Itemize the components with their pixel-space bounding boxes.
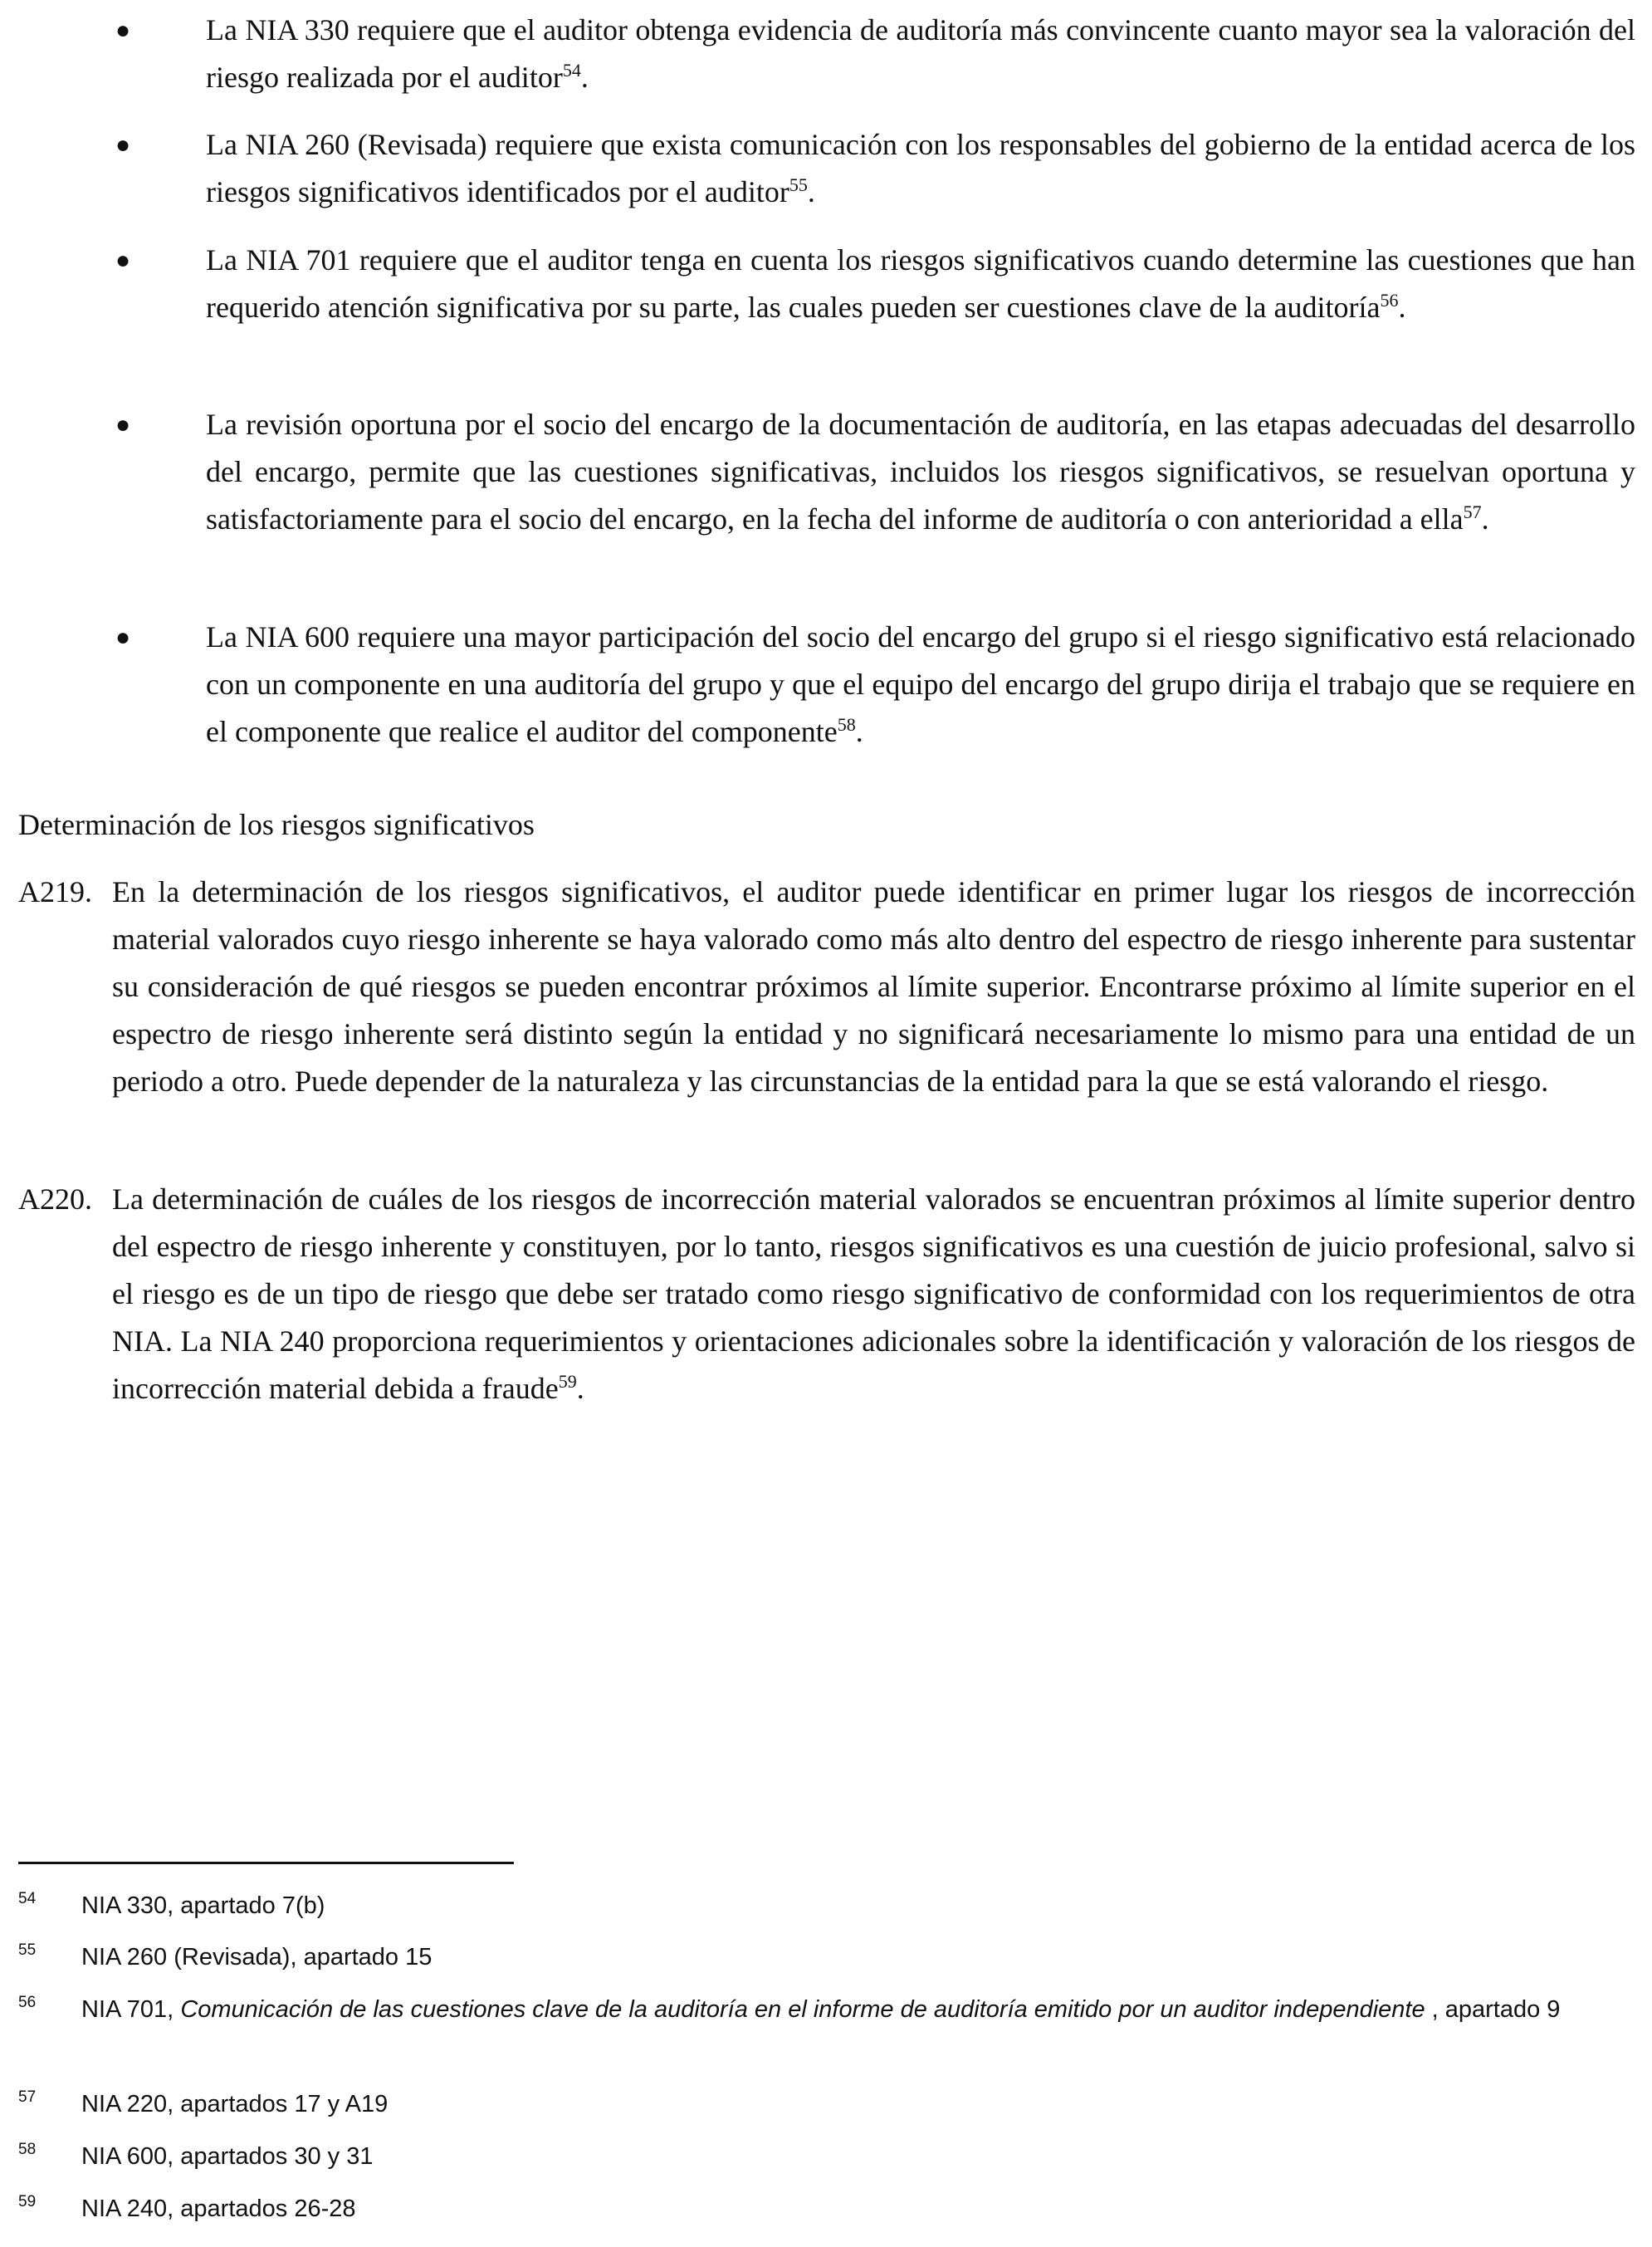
footnote-number: 59 <box>18 2193 37 2210</box>
footnote-ref: 55 <box>789 174 808 195</box>
paragraph-number: A219. <box>18 875 92 908</box>
paragraph-text: En la determinación de los riesgos significativos, el auditor puede identificar en primer lugar los riesgos de incorrección material valorados cuyo riesgo inherente se haya valorado como más alto dentro del espectro de riesgo inherente para sustentar su consideración de qué riesgos se pueden encontrar próximos al límite superior. Encontrarse próximo al límite superior en el espectro de riesgo inherente será distinto según la entidad y no significará necesariamente lo mismo para una entidad de un periodo a otro. Puede depender de la naturaleza y las circunstancias de la entidad para la que se está valorando el riesgo. <box>112 875 1635 1098</box>
footnote-number: 54 <box>18 1890 37 1907</box>
footnote-ref: 57 <box>1463 502 1482 522</box>
bullet-text: La NIA 600 requiere una mayor participación del socio del encargo del grupo si el riesgo significativo está relacionado con un componente en una auditoría del grupo y que el equipo del encargo del grupo dirija el trabajo que se requiere en el componente que realice el auditor del componente$^{58}$. <box>206 620 1635 748</box>
section-heading: Determinación de los riesgos significativos <box>18 808 535 841</box>
bullet-icon: ● <box>115 411 131 438</box>
footnote-ref: 56 <box>1380 290 1399 311</box>
footnote-separator <box>18 1862 514 1864</box>
footnote-text: NIA 240, apartados 26-28 <box>81 2196 356 2222</box>
footnote-text: NIA 600, apartados 30 y 31 <box>81 2143 374 2170</box>
footnote-text: NIA 220, apartados 17 y A19 <box>81 2091 389 2117</box>
footnote-number: 56 <box>18 1994 37 2011</box>
footnote-ref: 59 <box>558 1371 577 1392</box>
bullet-icon: ● <box>115 624 131 651</box>
footnote-text: NIA 701, Comunicación de las cuestiones clave de la auditoría en el informe de auditoría emitido por un auditor independiente , apartado 9 <box>81 1996 1561 2023</box>
bullet-text: La revisión oportuna por el socio del encargo de la documentación de auditoría, en las etapas adecuadas del desarrollo del encargo, permite que las cuestiones significativas, incluidos los riesgos significativos, se resuelvan oportuna y satisfactoriamente para el socio del encargo, en la fecha del informe de auditoría o con anterioridad a ella$^{57}$. <box>206 408 1635 536</box>
paragraph-text: La determinación de cuáles de los riesgos de incorrección material valorados se encuentran próximos al límite superior dentro del espectro de riesgo inherente y constituyen, por lo tanto, riesgos significativos es una cuestión de juicio profesional, salvo si el riesgo es de un tipo de riesgo que debe ser tratado como riesgo significativo de conformidad con los requerimientos de otra NIA. La NIA 240 proporciona requerimientos y orientaciones adicionales sobre la identificación y valoración de los riesgos de incorrección material debida a fraude$^{59}$. <box>112 1182 1635 1405</box>
paragraph-number: A220. <box>18 1182 92 1216</box>
footnote-number: 55 <box>18 1941 37 1959</box>
bullet-text: La NIA 260 (Revisada) requiere que exista comunicación con los responsables del gobierno de la entidad acerca de los riesgos significativos identificados por el auditor$^{55}$. <box>206 128 1635 208</box>
bullet-icon: ● <box>115 17 131 44</box>
footnote-number: 58 <box>18 2141 37 2158</box>
footnote-ref: 54 <box>562 60 581 81</box>
bullet-text: La NIA 330 requiere que el auditor obtenga evidencia de auditoría más convincente cuanto mayor sea la valoración del riesgo realizada por el auditor$^{54}$. <box>206 13 1635 94</box>
footnote-text: NIA 260 (Revisada), apartado 15 <box>81 1944 433 1970</box>
bullet-icon: ● <box>115 247 131 274</box>
footnote-number: 57 <box>18 2088 37 2106</box>
bullet-text: La NIA 701 requiere que el auditor tenga en cuenta los riesgos significativos cuando determine las cuestiones que han requerido atención significativa por su parte, las cuales pueden ser cuestiones clave de la auditoría$^{56}$. <box>206 243 1635 324</box>
bullet-icon: ● <box>115 131 131 159</box>
footnote-text: NIA 330, apartado 7(b) <box>81 1892 325 1919</box>
footnote-ref: 58 <box>837 714 856 735</box>
